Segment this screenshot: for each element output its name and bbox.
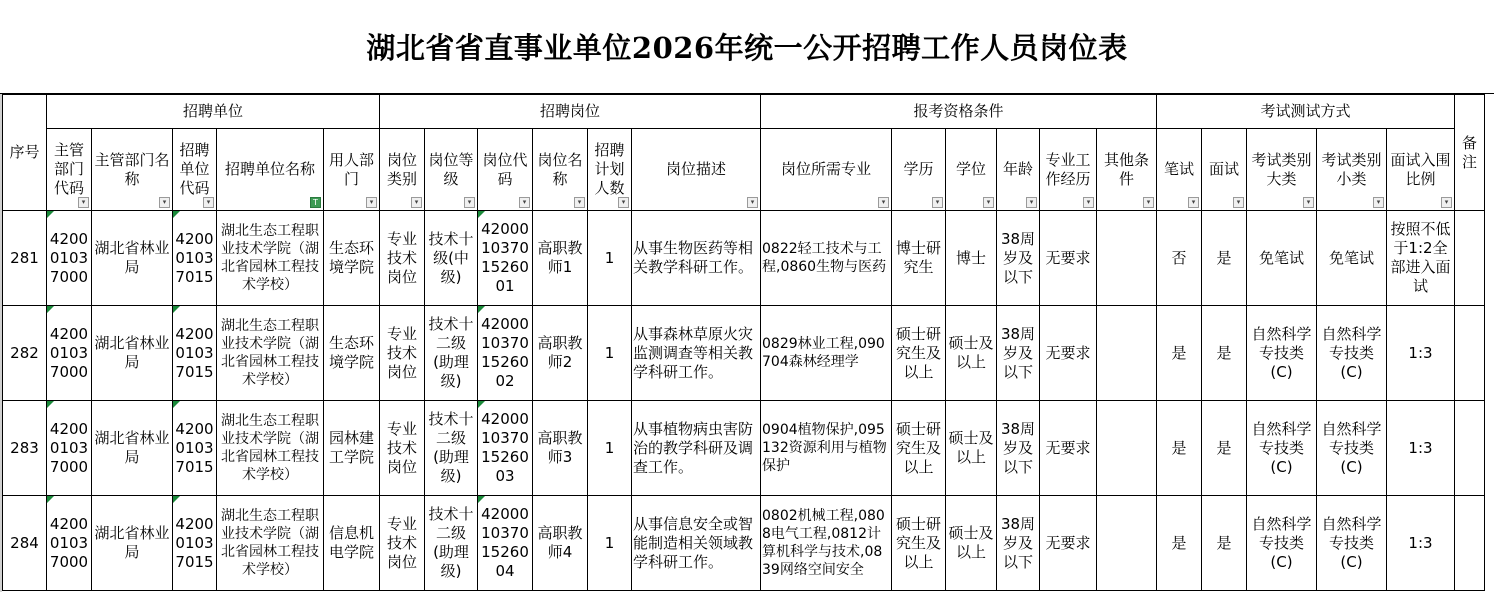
cell-written[interactable]: 是 <box>1157 306 1202 401</box>
table-row <box>3 496 1485 591</box>
cell-edu[interactable]: 硕士研究生及以上 <box>892 401 946 496</box>
cell-note-indicator <box>478 211 485 218</box>
column-header-label: 岗位类别 <box>386 150 417 188</box>
cell-post-cat[interactable]: 专业技术岗位 <box>380 401 425 496</box>
filter-dropdown-icon[interactable]: ▾ <box>159 197 170 208</box>
cell-degree[interactable]: 硕士及以上 <box>946 401 997 496</box>
cell-note-indicator <box>478 496 485 503</box>
column-header-exam-small <box>1317 129 1387 211</box>
cell-note-indicator <box>478 401 485 408</box>
cell-experience[interactable]: 无要求 <box>1040 496 1097 591</box>
cell-unit-code[interactable]: 420001037015 <box>173 306 217 401</box>
column-header-major <box>761 129 892 211</box>
column-header-label: 笔试 <box>1163 160 1194 178</box>
filter-dropdown-icon[interactable]: ▾ <box>1441 197 1452 208</box>
cell-seq[interactable]: 282 <box>3 306 47 401</box>
group-post: 招聘岗位 <box>380 95 761 129</box>
cell-post-code[interactable]: 42000103701526001 <box>478 211 533 306</box>
cell-major[interactable]: 0802机械工程,0808电气工程,0812计算机科学与技术,0839网络空间安全 <box>761 496 892 591</box>
cell-major[interactable]: 0829林业工程,090704森林经理学 <box>761 306 892 401</box>
title-row <box>0 0 1494 94</box>
filter-dropdown-icon[interactable]: ▾ <box>519 197 530 208</box>
column-header-label: 岗位名称 <box>537 150 583 188</box>
cell-written[interactable]: 否 <box>1157 211 1202 306</box>
cell-experience[interactable]: 无要求 <box>1040 211 1097 306</box>
table-row <box>3 401 1485 496</box>
filter-dropdown-icon[interactable]: ▾ <box>366 197 377 208</box>
cell-unit-name[interactable]: 湖北生态工程职业技术学院（湖北省园林工程技术学校） <box>217 401 324 496</box>
column-header-label: 专业工作经历 <box>1045 150 1091 188</box>
cell-note-indicator <box>173 306 180 313</box>
cell-employer[interactable]: 生态环境学院 <box>324 306 380 401</box>
cell-exam-big[interactable]: 自然科学专技类(C) <box>1247 306 1317 401</box>
cell-remark[interactable] <box>1455 306 1485 401</box>
cell-interview[interactable]: 是 <box>1202 401 1247 496</box>
filter-dropdown-icon[interactable]: ▾ <box>1373 197 1384 208</box>
cell-seq[interactable]: 284 <box>3 496 47 591</box>
column-header-label: 岗位所需专业 <box>780 160 871 178</box>
cell-edu[interactable]: 硕士研究生及以上 <box>892 306 946 401</box>
filter-dropdown-icon[interactable]: ▾ <box>983 197 994 208</box>
filter-dropdown-icon[interactable]: ▾ <box>932 197 943 208</box>
cell-age[interactable]: 38周岁及以下 <box>997 401 1040 496</box>
cell-dept-code[interactable]: 420001037000 <box>47 306 92 401</box>
filter-dropdown-icon[interactable]: ▾ <box>878 197 889 208</box>
column-header-label: 岗位等级 <box>428 150 474 188</box>
cell-unit-name[interactable]: 湖北生态工程职业技术学院（湖北省园林工程技术学校） <box>217 306 324 401</box>
cell-age[interactable]: 38周岁及以下 <box>997 211 1040 306</box>
filter-dropdown-icon[interactable]: ▾ <box>78 197 89 208</box>
cell-exam-small[interactable]: 自然科学专技类(C) <box>1317 496 1387 591</box>
column-header-label: 主管部门名称 <box>94 150 170 188</box>
filter-dropdown-icon[interactable]: ▾ <box>1083 197 1094 208</box>
column-header-ratio <box>1387 129 1455 211</box>
cell-age[interactable]: 38周岁及以下 <box>997 306 1040 401</box>
column-header-label: 考试类别小类 <box>1321 150 1382 188</box>
column-header-label: 年龄 <box>1002 160 1033 178</box>
column-header-edu <box>892 129 946 211</box>
cell-dept-name[interactable]: 湖北省林业局 <box>92 306 173 401</box>
column-header-label: 学历 <box>903 160 934 178</box>
column-header-label: 其他条件 <box>1103 150 1149 188</box>
column-header-label: 考试类别大类 <box>1251 150 1312 188</box>
filter-dropdown-icon[interactable]: ▾ <box>203 197 214 208</box>
cell-note-indicator <box>47 496 54 503</box>
cell-post-cat[interactable]: 专业技术岗位 <box>380 496 425 591</box>
column-header-degree <box>946 129 997 211</box>
cell-dept-code[interactable]: 420001037000 <box>47 211 92 306</box>
cell-post-name[interactable]: 高职教师4 <box>533 496 588 591</box>
cell-dept-code[interactable]: 420001037000 <box>47 401 92 496</box>
column-header-written <box>1157 129 1202 211</box>
cell-written[interactable]: 是 <box>1157 496 1202 591</box>
group-qualify: 报考资格条件 <box>761 95 1157 129</box>
cell-post-code[interactable]: 42000103701526003 <box>478 401 533 496</box>
column-header-label: 岗位代码 <box>482 150 528 188</box>
cell-post-cat[interactable]: 专业技术岗位 <box>380 306 425 401</box>
header-remark: 备注 <box>1455 95 1485 211</box>
cell-desc[interactable]: 从事信息安全或智能制造相关领域教学科研工作。 <box>632 496 761 591</box>
positions-table <box>2 94 1485 591</box>
column-header-post-cat <box>380 129 425 211</box>
column-header-post-code <box>478 129 533 211</box>
column-header-age <box>997 129 1040 211</box>
cell-exam-big[interactable]: 自然科学专技类(C) <box>1247 401 1317 496</box>
column-header-dept-name <box>92 129 173 211</box>
cell-ratio[interactable]: 按照不低于1:2全部进入面试 <box>1387 211 1455 306</box>
cell-note-indicator <box>173 401 180 408</box>
filter-dropdown-icon[interactable]: ▾ <box>1303 197 1314 208</box>
cell-unit-name[interactable]: 湖北生态工程职业技术学院（湖北省园林工程技术学校） <box>217 211 324 306</box>
cell-post-grade[interactable]: 技术十二级(助理级) <box>425 496 478 591</box>
column-header-label: 面试 <box>1208 160 1239 178</box>
cell-degree[interactable]: 博士 <box>946 211 997 306</box>
cell-note-indicator <box>47 211 54 218</box>
column-header-label: 学位 <box>955 160 986 178</box>
column-header-unit-code <box>173 129 217 211</box>
cell-desc[interactable]: 从事生物医药等相关教学科研工作。 <box>632 211 761 306</box>
cell-post-code[interactable]: 42000103701526002 <box>478 306 533 401</box>
cell-employer[interactable]: 生态环境学院 <box>324 211 380 306</box>
cell-other[interactable] <box>1097 211 1157 306</box>
column-header-label: 岗位描述 <box>665 160 726 178</box>
cell-note-indicator <box>478 306 485 313</box>
cell-employer[interactable]: 园林建工学院 <box>324 401 380 496</box>
cell-desc[interactable]: 从事森林草原火灾监测调查等相关教学科研工作。 <box>632 306 761 401</box>
cell-plan[interactable]: 1 <box>588 306 632 401</box>
cell-exam-big[interactable]: 自然科学专技类(C) <box>1247 496 1317 591</box>
filter-dropdown-icon[interactable]: ▾ <box>411 197 422 208</box>
cell-age[interactable]: 38周岁及以下 <box>997 496 1040 591</box>
column-header-post-name <box>533 129 588 211</box>
column-header-employer <box>324 129 380 211</box>
column-header-experience <box>1040 129 1097 211</box>
cell-written[interactable]: 是 <box>1157 401 1202 496</box>
cell-interview[interactable]: 是 <box>1202 211 1247 306</box>
cell-post-name[interactable]: 高职教师1 <box>533 211 588 306</box>
cell-edu[interactable]: 博士研究生 <box>892 211 946 306</box>
column-header-desc <box>632 129 761 211</box>
page-title: 湖北省省直事业单位2026年统一公开招聘工作人员岗位表 <box>366 31 1128 65</box>
cell-desc[interactable]: 从事植物病虫害防治的教学科研及调查工作。 <box>632 401 761 496</box>
cell-other[interactable] <box>1097 401 1157 496</box>
column-header-label: 招聘计划人数 <box>594 141 625 197</box>
cell-post-grade[interactable]: 技术十级(中级) <box>425 211 478 306</box>
filter-dropdown-icon[interactable]: ▾ <box>1233 197 1244 208</box>
cell-unit-code[interactable]: 420001037015 <box>173 496 217 591</box>
column-header-exam-big <box>1247 129 1317 211</box>
cell-seq[interactable]: 281 <box>3 211 47 306</box>
cell-ratio[interactable]: 1:3 <box>1387 401 1455 496</box>
cell-note-indicator <box>47 401 54 408</box>
filter-dropdown-icon[interactable]: ▾ <box>618 197 629 208</box>
cell-exam-small[interactable]: 自然科学专技类(C) <box>1317 401 1387 496</box>
header-seq: 序号 <box>3 95 47 211</box>
table-row <box>3 306 1485 401</box>
column-header-label: 招聘单位代码 <box>179 141 210 197</box>
cell-note-indicator <box>47 306 54 313</box>
filter-dropdown-icon[interactable]: ▾ <box>747 197 758 208</box>
filter-dropdown-icon[interactable]: ▾ <box>574 197 585 208</box>
cell-major[interactable]: 0822轻工技术与工程,0860生物与医药 <box>761 211 892 306</box>
cell-experience[interactable]: 无要求 <box>1040 401 1097 496</box>
cell-edu[interactable]: 硕士研究生及以上 <box>892 496 946 591</box>
cell-ratio[interactable]: 1:3 <box>1387 306 1455 401</box>
cell-dept-code[interactable]: 420001037000 <box>47 496 92 591</box>
cell-other[interactable] <box>1097 496 1157 591</box>
filter-dropdown-icon[interactable]: ▾ <box>1143 197 1154 208</box>
column-header-plan <box>588 129 632 211</box>
cell-seq[interactable]: 283 <box>3 401 47 496</box>
table-row <box>3 211 1485 306</box>
cell-post-name[interactable]: 高职教师2 <box>533 306 588 401</box>
cell-post-grade[interactable]: 技术十二级(助理级) <box>425 401 478 496</box>
filter-dropdown-icon[interactable]: ▾ <box>1188 197 1199 208</box>
cell-dept-name[interactable]: 湖北省林业局 <box>92 211 173 306</box>
group-unit: 招聘单位 <box>47 95 380 129</box>
column-header-unit-name <box>217 129 324 211</box>
column-header-other <box>1097 129 1157 211</box>
column-header-dept-code <box>47 129 92 211</box>
cell-experience[interactable]: 无要求 <box>1040 306 1097 401</box>
cell-unit-code[interactable]: 420001037015 <box>173 211 217 306</box>
cell-exam-big[interactable]: 免笔试 <box>1247 211 1317 306</box>
column-header-post-grade <box>425 129 478 211</box>
table-body <box>3 211 1485 591</box>
cell-exam-small[interactable]: 免笔试 <box>1317 211 1387 306</box>
filter-dropdown-icon[interactable]: ▾ <box>1026 197 1037 208</box>
cell-plan[interactable]: 1 <box>588 496 632 591</box>
cell-plan[interactable]: 1 <box>588 401 632 496</box>
cell-plan[interactable]: 1 <box>588 211 632 306</box>
cell-remark[interactable] <box>1455 211 1485 306</box>
cell-ratio[interactable]: 1:3 <box>1387 496 1455 591</box>
column-header-label: 用人部门 <box>328 150 374 188</box>
filter-dropdown-icon[interactable]: ▾ <box>464 197 475 208</box>
column-header-interview <box>1202 129 1247 211</box>
cell-remark[interactable] <box>1455 496 1485 591</box>
cell-note-indicator <box>173 211 180 218</box>
cell-unit-name[interactable]: 湖北生态工程职业技术学院（湖北省园林工程技术学校） <box>217 496 324 591</box>
cell-exam-small[interactable]: 自然科学专技类(C) <box>1317 306 1387 401</box>
cell-post-cat[interactable]: 专业技术岗位 <box>380 211 425 306</box>
cell-other[interactable] <box>1097 306 1157 401</box>
column-header-label: 面试入围比例 <box>1390 150 1451 188</box>
cell-interview[interactable]: 是 <box>1202 496 1247 591</box>
column-header-label: 主管部门代码 <box>53 141 84 197</box>
cell-post-code[interactable]: 42000103701526004 <box>478 496 533 591</box>
cell-major[interactable]: 0904植物保护,095132资源利用与植物保护 <box>761 401 892 496</box>
cell-interview[interactable]: 是 <box>1202 306 1247 401</box>
cell-employer[interactable]: 信息机电学院 <box>324 496 380 591</box>
cell-dept-name[interactable]: 湖北省林业局 <box>92 496 173 591</box>
cell-degree[interactable]: 硕士及以上 <box>946 496 997 591</box>
column-header-label: 招聘单位名称 <box>224 160 315 178</box>
cell-dept-name[interactable]: 湖北省林业局 <box>92 401 173 496</box>
filter-active-icon[interactable]: T <box>310 197 321 208</box>
cell-note-indicator <box>173 496 180 503</box>
cell-post-name[interactable]: 高职教师3 <box>533 401 588 496</box>
cell-post-grade[interactable]: 技术十二级(助理级) <box>425 306 478 401</box>
group-exam: 考试测试方式 <box>1157 95 1455 129</box>
cell-degree[interactable]: 硕士及以上 <box>946 306 997 401</box>
table-header <box>3 95 1485 211</box>
cell-unit-code[interactable]: 420001037015 <box>173 401 217 496</box>
cell-remark[interactable] <box>1455 401 1485 496</box>
